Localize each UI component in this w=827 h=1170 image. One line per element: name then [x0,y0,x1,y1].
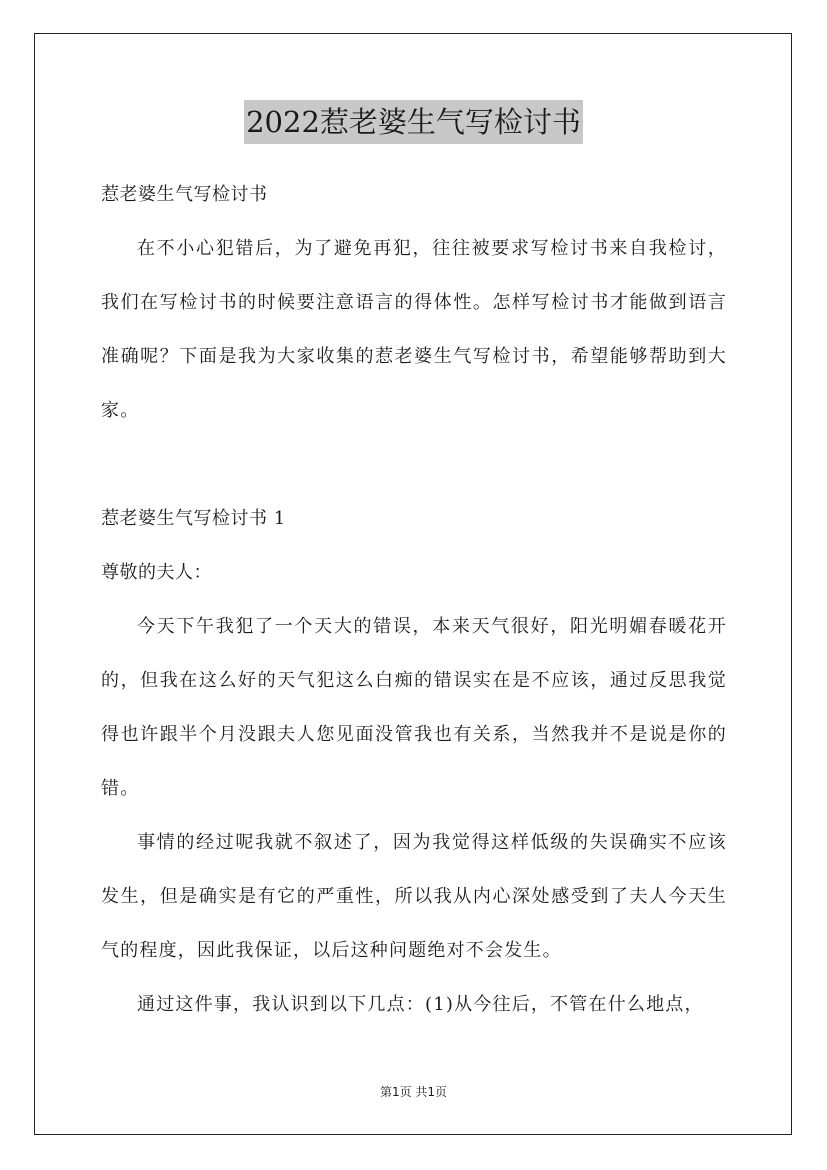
body-paragraph: 事情的经过呢我就不叙述了，因为我觉得这样低级的失误确实不应该发生，但是确实是有它的严重性，所以我从内心深处感受到了夫人今天生气的程度，因此我保证，以后这种问题绝对不会发生。 [101,832,727,961]
document-body [101,168,727,1032]
subtitle: 惹老婆生气写检讨书 [101,184,268,205]
section-heading: 惹老婆生气写检讨书 1 [101,508,286,529]
body-paragraph: 通过这件事，我认识到以下几点：(1)从今往后，不管在什么地点， [137,994,704,1015]
document-title: 2022惹老婆生气写检讨书 [244,100,583,144]
salutation: 尊敬的夫人： [101,562,212,583]
title-container [0,100,827,144]
spacer [101,438,727,492]
intro-paragraph: 在不小心犯错后，为了避免再犯，往往被要求写检讨书来自我检讨，我们在写检讨书的时候要注意语言的得体性。怎样写检讨书才能做到语言准确呢？下面是我为大家收集的惹老婆生气写检讨书，希望能够帮助到大家。 [101,238,727,421]
body-paragraph: 今天下午我犯了一个天大的错误，本来天气很好，阳光明媚春暖花开的，但我在这么好的天气犯这么白痴的错误实在是不应该，通过反思我觉得也许跟半个月没跟夫人您见面没管我也有关系，当然我并不是说是你的错。 [101,616,727,799]
page-footer: 第1页 共1页 [379,1085,448,1099]
